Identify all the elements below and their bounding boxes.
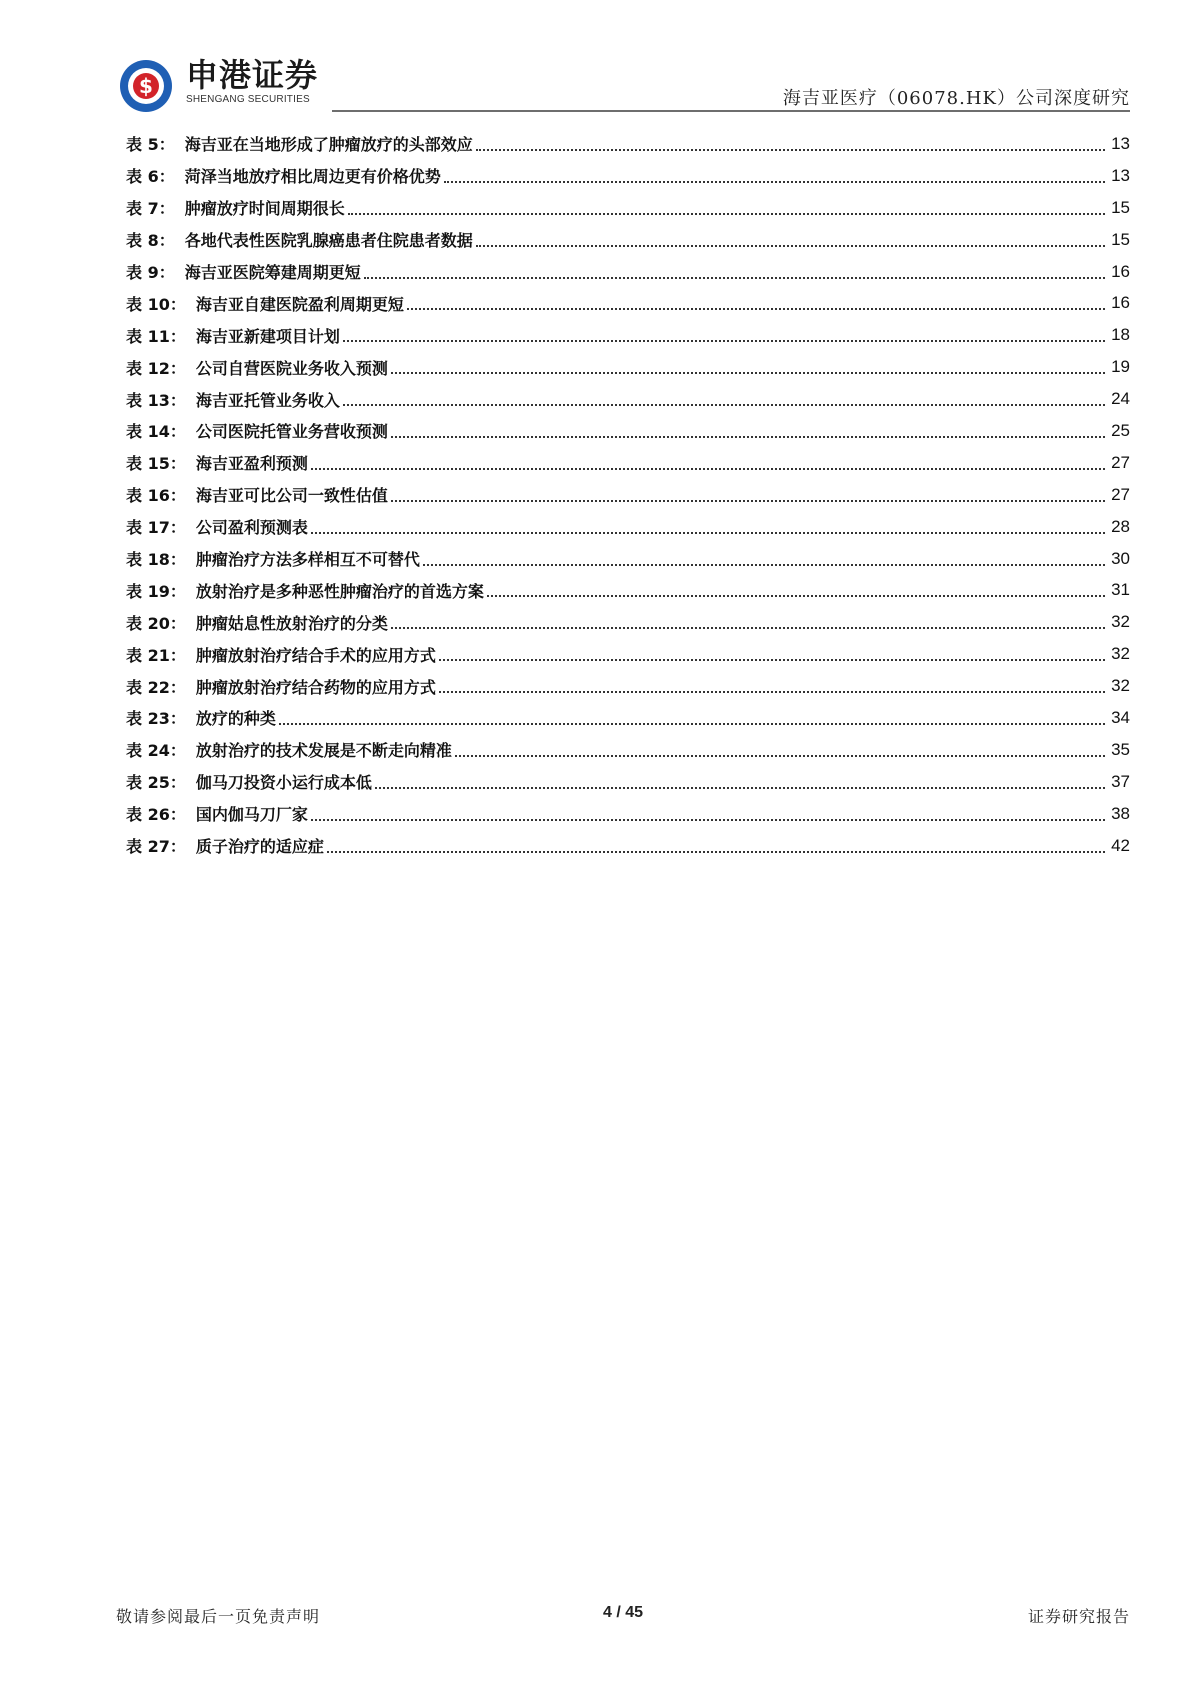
toc-entry-page[interactable]: 18 [1111, 325, 1130, 345]
toc-entry-number: 表 7： [126, 199, 175, 219]
toc-entry-page[interactable]: 30 [1111, 548, 1130, 568]
toc-leader-dots [444, 181, 1105, 183]
brand-block [186, 58, 318, 105]
toc-entry-page[interactable]: 27 [1111, 452, 1130, 472]
toc-entry-number: 表 16： [126, 486, 186, 506]
toc-entry-title[interactable]: 公司自营医院业务收入预测 [195, 358, 388, 378]
toc-entry-title[interactable]: 海吉亚医院筹建周期更短 [184, 263, 361, 282]
toc-entry-title[interactable]: 质子治疗的适应症 [195, 837, 324, 857]
toc-entry-title[interactable]: 海吉亚盈利预测 [195, 454, 308, 474]
toc-entry-page[interactable]: 19 [1111, 357, 1130, 377]
toc-entry-number: 表 5： [126, 135, 175, 155]
toc-entry-number: 表 13： [126, 390, 186, 410]
toc-entry[interactable] [126, 415, 1130, 447]
toc-entry-title[interactable]: 海吉亚自建医院盈利周期更短 [195, 294, 404, 314]
toc-entry-title[interactable]: 海吉亚托管业务收入 [195, 390, 340, 410]
toc-leader-dots [343, 340, 1105, 342]
toc-leader-dots [476, 245, 1105, 247]
toc-entry[interactable] [126, 287, 1130, 319]
toc-entry-title[interactable]: 公司医院托管业务营收预测 [195, 422, 388, 442]
toc-leader-dots [439, 691, 1105, 693]
toc-entry-number: 表 25： [126, 773, 186, 793]
toc-entry-title[interactable]: 放疗的种类 [195, 709, 276, 729]
toc-entry[interactable] [126, 830, 1130, 862]
toc-leader-dots [348, 213, 1105, 215]
shengang-logo-icon [118, 58, 174, 114]
toc-entry[interactable] [126, 766, 1130, 798]
toc-entry-title[interactable]: 海吉亚新建项目计划 [195, 326, 340, 346]
table-of-contents [126, 128, 1130, 861]
toc-leader-dots [487, 595, 1105, 597]
toc-entry-number: 表 17： [126, 518, 186, 538]
toc-entry[interactable] [126, 447, 1130, 479]
toc-entry-title[interactable]: 菏泽当地放疗相比周边更有价格优势 [184, 167, 441, 187]
toc-entry[interactable] [126, 479, 1130, 511]
toc-entry-number: 表 20： [126, 613, 186, 633]
toc-leader-dots [391, 627, 1105, 629]
toc-entry-page[interactable]: 15 [1111, 197, 1130, 217]
toc-entry-number: 表 19： [126, 581, 186, 601]
toc-entry[interactable] [126, 128, 1130, 160]
toc-entry-page[interactable]: 35 [1111, 739, 1130, 759]
toc-entry-title[interactable]: 肿瘤姑息性放射治疗的分类 [195, 613, 388, 633]
toc-entry-title[interactable]: 肿瘤治疗方法多样相互不可替代 [195, 550, 420, 570]
toc-entry-page[interactable]: 27 [1111, 484, 1130, 504]
toc-entry-page[interactable]: 13 [1111, 165, 1130, 185]
toc-entry-page[interactable]: 13 [1111, 133, 1130, 153]
toc-entry-number: 表 21： [126, 645, 186, 665]
toc-entry-page[interactable]: 37 [1111, 771, 1130, 791]
toc-entry-number: 表 8： [126, 231, 175, 251]
toc-entry-number: 表 9： [126, 263, 175, 282]
toc-entry-number: 表 10： [126, 294, 186, 314]
toc-leader-dots [391, 436, 1105, 438]
toc-entry-page[interactable]: 32 [1111, 676, 1130, 696]
toc-leader-dots [391, 372, 1105, 374]
toc-entry-page[interactable]: 32 [1111, 644, 1130, 664]
toc-entry[interactable] [126, 574, 1130, 606]
toc-entry[interactable] [126, 702, 1130, 734]
toc-entry-number: 表 23： [126, 709, 186, 729]
toc-leader-dots [439, 659, 1105, 661]
toc-leader-dots [476, 149, 1105, 151]
toc-leader-dots [311, 468, 1105, 470]
toc-entry-number: 表 18： [126, 550, 186, 570]
toc-entry-number: 表 22： [126, 677, 186, 697]
toc-entry-title[interactable]: 各地代表性医院乳腺癌患者住院患者数据 [184, 231, 473, 251]
toc-entry[interactable] [126, 383, 1130, 415]
toc-leader-dots [311, 532, 1105, 534]
page-number: 4 / 45 [602, 1604, 644, 1621]
toc-leader-dots [327, 851, 1105, 853]
toc-entry-title[interactable]: 海吉亚可比公司一致性估值 [195, 486, 388, 506]
toc-entry[interactable] [126, 638, 1130, 670]
toc-entry-page[interactable]: 32 [1111, 612, 1130, 632]
toc-leader-dots [391, 500, 1105, 502]
toc-entry[interactable] [126, 192, 1130, 224]
toc-entry[interactable] [126, 734, 1130, 766]
toc-entry-title[interactable]: 伽马刀投资小运行成本低 [195, 773, 372, 793]
toc-leader-dots [423, 564, 1105, 566]
toc-entry[interactable] [126, 606, 1130, 638]
toc-entry[interactable] [126, 351, 1130, 383]
footer-report-type: 证券研究报告 [1027, 1607, 1130, 1626]
toc-entry-page[interactable]: 28 [1111, 516, 1130, 536]
toc-leader-dots [455, 755, 1105, 757]
toc-entry-number: 表 26： [126, 805, 186, 825]
toc-entry-title[interactable]: 肿瘤放疗时间周期很长 [184, 199, 345, 219]
toc-entry[interactable] [126, 256, 1130, 288]
toc-entry-number: 表 27： [126, 837, 186, 857]
report-title: 海吉亚医疗（06078.HK）公司深度研究 [782, 88, 1130, 109]
footer-disclaimer: 敬请参阅最后一页免责声明 [116, 1607, 321, 1626]
toc-entry[interactable] [126, 160, 1130, 192]
toc-entry-title[interactable]: 肿瘤放射治疗结合药物的应用方式 [195, 677, 436, 697]
toc-leader-dots [375, 787, 1105, 789]
toc-entry-page[interactable]: 25 [1111, 420, 1130, 440]
toc-entry-page[interactable]: 16 [1111, 293, 1130, 313]
toc-entry[interactable] [126, 511, 1130, 543]
toc-leader-dots [407, 308, 1105, 310]
toc-leader-dots [364, 277, 1105, 279]
toc-leader-dots [311, 819, 1105, 821]
toc-entry-number: 表 15： [126, 454, 186, 474]
toc-entry[interactable] [126, 798, 1130, 830]
toc-entry[interactable] [126, 670, 1130, 702]
toc-entry-number: 表 24： [126, 741, 186, 761]
toc-entry[interactable] [126, 543, 1130, 575]
toc-entry-number: 表 12： [126, 358, 186, 378]
brand-name-en: SHENGANG SECURITIES [186, 94, 310, 105]
toc-entry[interactable] [126, 224, 1130, 256]
toc-entry-number: 表 14： [126, 422, 186, 442]
toc-entry-page[interactable]: 34 [1111, 707, 1130, 727]
toc-entry-number: 表 11： [126, 326, 186, 346]
header-divider [332, 110, 1130, 112]
toc-entry-page[interactable]: 24 [1111, 389, 1130, 409]
toc-entry-title[interactable]: 海吉亚在当地形成了肿瘤放疗的头部效应 [184, 135, 473, 155]
toc-leader-dots [279, 723, 1105, 725]
svg-text:$: $ [139, 74, 153, 98]
toc-entry-title[interactable]: 放射治疗的技术发展是不断走向精准 [195, 741, 452, 761]
toc-entry-title[interactable]: 放射治疗是多种恶性肿瘤治疗的首选方案 [195, 581, 484, 601]
brand-name-cn: 申港证券 [186, 56, 319, 94]
page-header [0, 0, 1200, 120]
toc-entry-page[interactable]: 15 [1111, 229, 1130, 249]
toc-entry-title[interactable]: 肿瘤放射治疗结合手术的应用方式 [195, 645, 436, 665]
toc-entry-number: 表 6： [126, 167, 175, 187]
toc-entry-page[interactable]: 42 [1111, 835, 1130, 855]
toc-leader-dots [343, 404, 1105, 406]
toc-entry-title[interactable]: 公司盈利预测表 [195, 518, 308, 538]
toc-entry-page[interactable]: 31 [1111, 580, 1130, 600]
toc-entry[interactable] [126, 319, 1130, 351]
page-footer [116, 1604, 1130, 1628]
toc-entry-page[interactable]: 38 [1111, 803, 1130, 823]
toc-entry-title[interactable]: 国内伽马刀厂家 [195, 805, 308, 825]
toc-entry-page[interactable]: 16 [1111, 261, 1130, 281]
